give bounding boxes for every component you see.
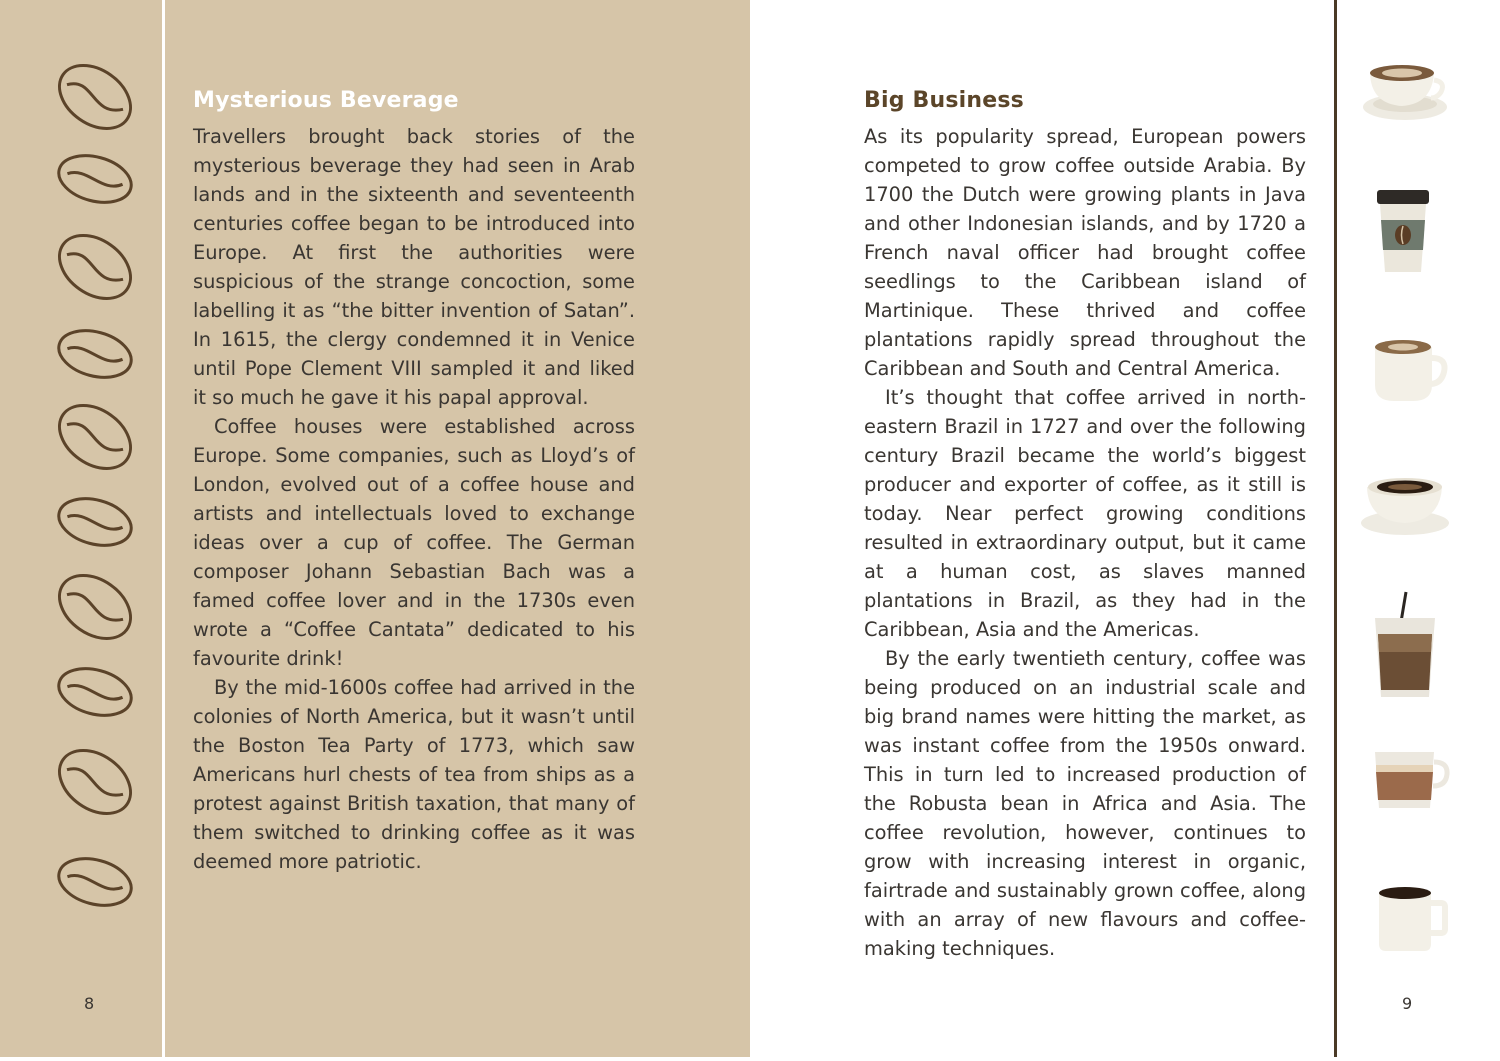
iced-coffee-glass-icon xyxy=(1375,592,1435,697)
espresso-cup-icon xyxy=(1361,478,1449,535)
coffee-bean-icon xyxy=(54,491,137,553)
section-heading-mysterious-beverage: Mysterious Beverage xyxy=(193,88,459,113)
macchiato-glass-icon xyxy=(1375,752,1447,808)
paragraph: Coffee houses were established across Europe. Some companies, such as Lloyd’s of London, evolved out of a coffee house and artists and intellectuals loved to exchange ideas over a cup of coffee. The German composer Johann Sebastian Bach was a famed coffee lover and in the 1730s even wrote a “Coffee Cantata” dedicated to his favourite drink! xyxy=(193,415,635,670)
coffee-bean-icon xyxy=(50,563,140,652)
coffee-bean-icon xyxy=(50,738,140,827)
coffee-bean-icon xyxy=(50,62,140,141)
right-page xyxy=(750,0,1500,1057)
coffee-cup-decoration-strip xyxy=(1350,0,1500,1057)
paragraph: It’s thought that coffee arrived in north-eastern Brazil in 1727 and over the following century Brazil became the world’s biggest producer and exporter of coffee, as it still is today. Near perfect growing conditions resulted in extraordinary output, but it came at a human cost, as slaves manned plantations in Brazil, as they had in the Caribbean, Asia and the Americas. xyxy=(864,386,1306,641)
right-page-divider xyxy=(1334,0,1337,1057)
page-number: 9 xyxy=(1402,994,1413,1013)
coffee-bean-icon xyxy=(50,223,140,312)
paragraph: Travellers brought back stories of the mysterious beverage they had seen in Arab lands and in the sixteenth and seventeenth centuries coffee began to be introduced into Europe. At first the authorities were suspicious of the strange concoction, some labelling it as “the bitter invention of Satan”. In 1615, the clergy condemned it in Venice until Pope Clement VIII sampled it and liked it so much he gave it his papal approval. xyxy=(193,125,635,409)
left-page-divider xyxy=(162,0,165,1057)
black-coffee-mug-icon xyxy=(1379,887,1445,951)
coffee-bean-icon xyxy=(54,661,137,723)
paragraph: As its popularity spread, European powers competed to grow coffee outside Arabia. By 1700 the Dutch were growing plants in Java and other Indonesian islands, and by 1720 a French naval officer had brought coffee seedlings to the Caribbean island of Martinique. These thrived and coffee plantations rapidly spread throughout the Caribbean and South and Central America. xyxy=(864,125,1306,380)
coffee-bean-decoration-strip xyxy=(50,62,140,962)
coffee-bean-icon xyxy=(54,148,137,210)
coffee-bean-icon xyxy=(54,323,137,385)
takeaway-cup-icon xyxy=(1377,190,1429,272)
section-heading-big-business: Big Business xyxy=(864,88,1024,113)
page-number: 8 xyxy=(84,994,95,1013)
coffee-bean-icon xyxy=(50,393,140,482)
latte-mug-icon xyxy=(1375,340,1445,401)
left-page xyxy=(0,0,750,1057)
paragraph: By the early twentieth century, coffee was being produced on an industrial scale and big brand names were hitting the market, as was instant coffee from the 1950s onward. This in turn led to increased production of the Robusta bean in Africa and Asia. The coffee revolution, however, continues to grow with increasing interest in organic, fairtrade and sustainably grown coffee, along with an array of new flavours and coffee-making techniques. xyxy=(864,647,1306,960)
cappuccino-cup-icon xyxy=(1363,65,1447,120)
left-text-column xyxy=(193,84,635,876)
right-text-column xyxy=(864,84,1306,963)
paragraph: By the mid-1600s coffee had arrived in the colonies of North America, but it wasn’t until the Boston Tea Party of 1773, which saw Americans hurl chests of tea from ships as a protest against British taxation, that many of them switched to drinking coffee as it was deemed more patriotic. xyxy=(193,676,635,873)
coffee-bean-icon xyxy=(54,851,137,913)
